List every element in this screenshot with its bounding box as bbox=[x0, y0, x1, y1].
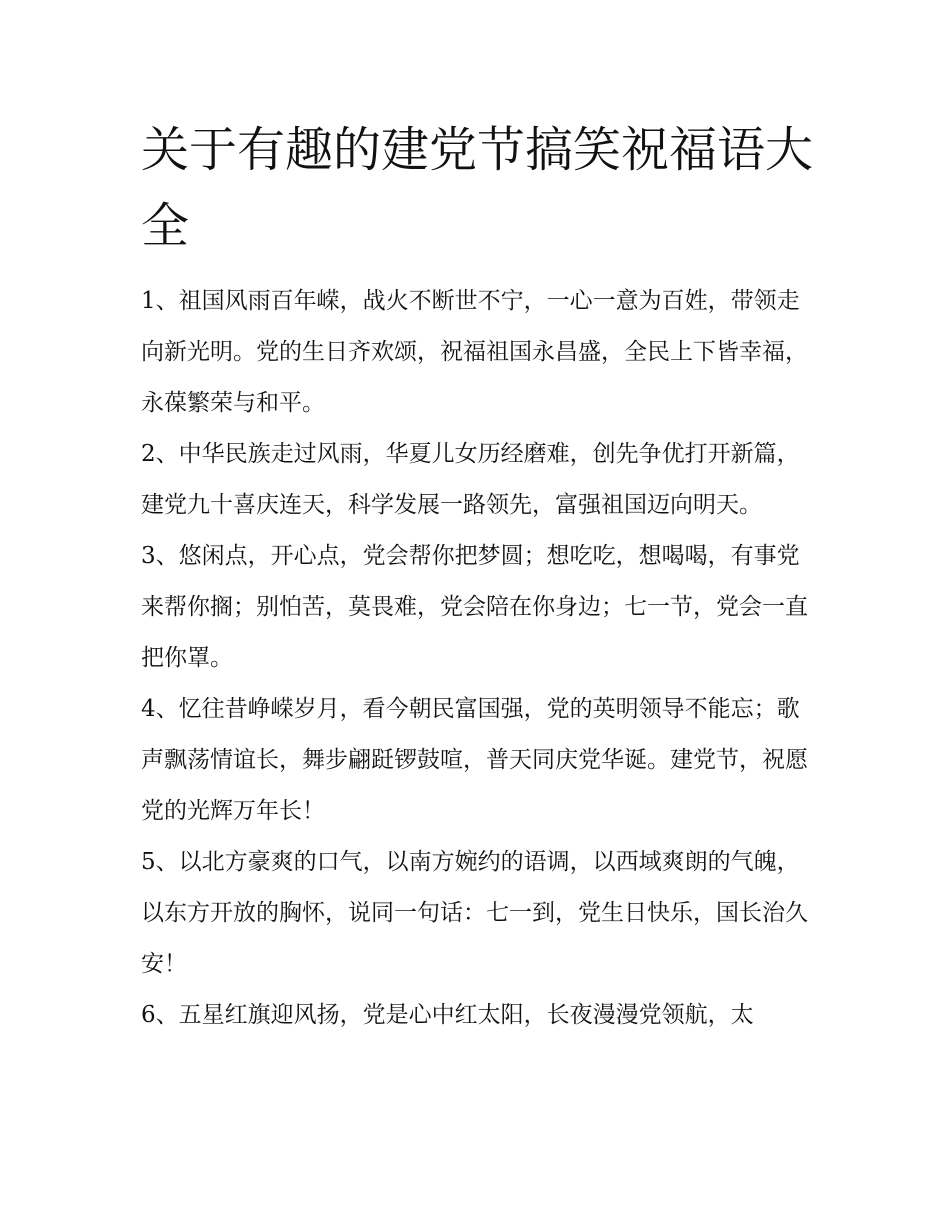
document-title: 关于有趣的建党节搞笑祝福语大全 bbox=[141, 122, 814, 254]
paragraph-1: 1、祖国风雨百年嵘，战火不断世不宁，一心一意为百姓，带领走向新光明。党的生日齐欢颂，祝福祖国永昌盛，全民上下皆幸福，永葆繁荣与和平。 bbox=[141, 288, 808, 416]
paragraph-4: 4、忆往昔峥嵘岁月，看今朝民富国强，党的英明领导不能忘；歌声飘荡情谊长，舞步翩跹锣鼓喧，普天同庆党华诞。建党节，祝愿党的光辉万年长！ bbox=[141, 696, 808, 824]
paragraph-6: 6、五星红旗迎风扬，党是心中红太阳，长夜漫漫党领航，太 bbox=[141, 1002, 754, 1028]
document-body bbox=[141, 276, 821, 1041]
paragraph-5: 5、以北方豪爽的口气，以南方婉约的语调，以西域爽朗的气魄，以东方开放的胸怀，说同一句话：七一到，党生日快乐，国长治久安！ bbox=[141, 849, 808, 977]
paragraph-3: 3、悠闲点，开心点，党会帮你把梦圆；想吃吃，想喝喝，有事党来帮你搁；别怕苦，莫畏难，党会陪在你身边；七一节，党会一直把你罩。 bbox=[141, 543, 808, 671]
paragraph-2: 2、中华民族走过风雨，华夏儿女历经磨难，创先争优打开新篇，建党九十喜庆连天，科学发展一路领先，富强祖国迈向明天。 bbox=[141, 441, 800, 518]
